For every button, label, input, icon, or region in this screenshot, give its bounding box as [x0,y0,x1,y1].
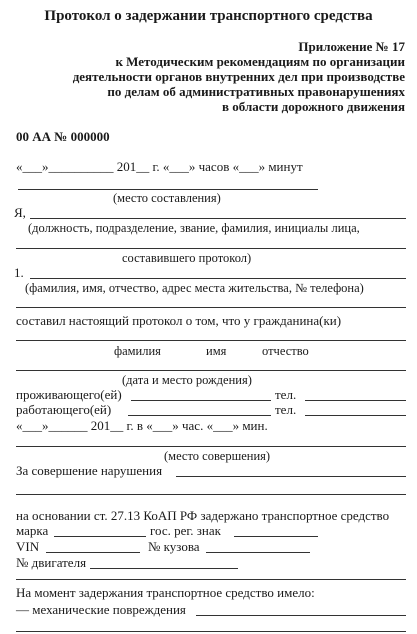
reg-number-label: гос. рег. знак [150,523,221,538]
brand-field[interactable] [54,536,146,537]
living-tel-label: тел. [275,387,297,402]
citizen-name-field[interactable] [16,340,406,341]
place-field[interactable] [18,189,318,190]
appendix-line-2: к Методическим рекомендациям по организации [115,54,405,69]
working-label: работающего(ей) [16,402,112,417]
person-field[interactable] [30,278,406,279]
violation-field[interactable] [176,476,406,477]
at-moment-text: На момент задержания транспортное средство имело: [16,585,315,600]
officer-field-2[interactable] [16,248,406,249]
body-number-label: № кузова [148,539,200,554]
damage-label: — механические повреждения [16,602,186,617]
brand-label: марка [16,523,49,538]
birth-caption: (дата и место рождения) [122,373,252,387]
basis-text: на основании ст. 27.13 КоАП РФ задержано транспортное средство [16,508,390,523]
commit-place-field[interactable] [16,446,406,447]
vin-label: VIN [16,539,40,554]
patronymic-caption: отчество [262,344,309,358]
section-divider [16,579,406,580]
reg-number-field[interactable] [234,536,318,537]
engine-number-label: № двигателя [16,555,87,570]
protocol-number: 00 АА № 000000 [16,129,110,144]
damage-field[interactable] [196,615,406,616]
officer-caption: (должность, подразделение, звание, фамилия, инициалы лица, [28,221,360,235]
vin-field[interactable] [46,552,140,553]
document-title: Протокол о задержании транспортного средства [44,8,373,24]
date-time-line: «___»__________ 201__ г. «___» часов «___» минут [16,159,303,174]
appendix-number: Приложение № 17 [298,39,405,54]
item-1-label: 1. [14,265,24,280]
commit-place-caption: (место совершения) [164,449,271,463]
appendix-line-4: по делам об административных правонарушениях [107,84,405,99]
violation-time-line: «___»______ 201__ г. в «___» час. «___» мин. [16,418,268,433]
ya-label: Я, [14,205,26,220]
living-tel-field[interactable] [305,400,406,401]
violation-field-2[interactable] [16,494,406,495]
violation-label: За совершение нарушения [16,463,163,478]
birth-field[interactable] [16,370,406,371]
damage-field-2[interactable] [16,631,406,632]
working-place-field[interactable] [128,415,271,416]
engine-number-field[interactable] [90,568,238,569]
body-number-field[interactable] [206,552,310,553]
officer-caption-2: составившего протокол) [122,251,252,265]
person-caption: (фамилия, имя, отчество, адрес места жительства, № телефона) [25,281,364,295]
living-address-field[interactable] [131,400,271,401]
appendix-line-5: в области дорожного движения [222,99,405,114]
appendix-line-3: деятельности органов внутренних дел при производстве [72,69,405,84]
place-caption: (место составления) [113,191,221,205]
composed-text: составил настоящий протокол о том, что у гражданина(ки) [16,313,342,328]
given-name-caption: имя [206,344,227,358]
working-tel-label: тел. [275,402,297,417]
living-label: проживающего(ей) [16,387,122,402]
surname-caption: фамилия [114,344,161,358]
person-field-2[interactable] [16,307,406,308]
officer-field[interactable] [30,218,406,219]
working-tel-field[interactable] [305,415,406,416]
